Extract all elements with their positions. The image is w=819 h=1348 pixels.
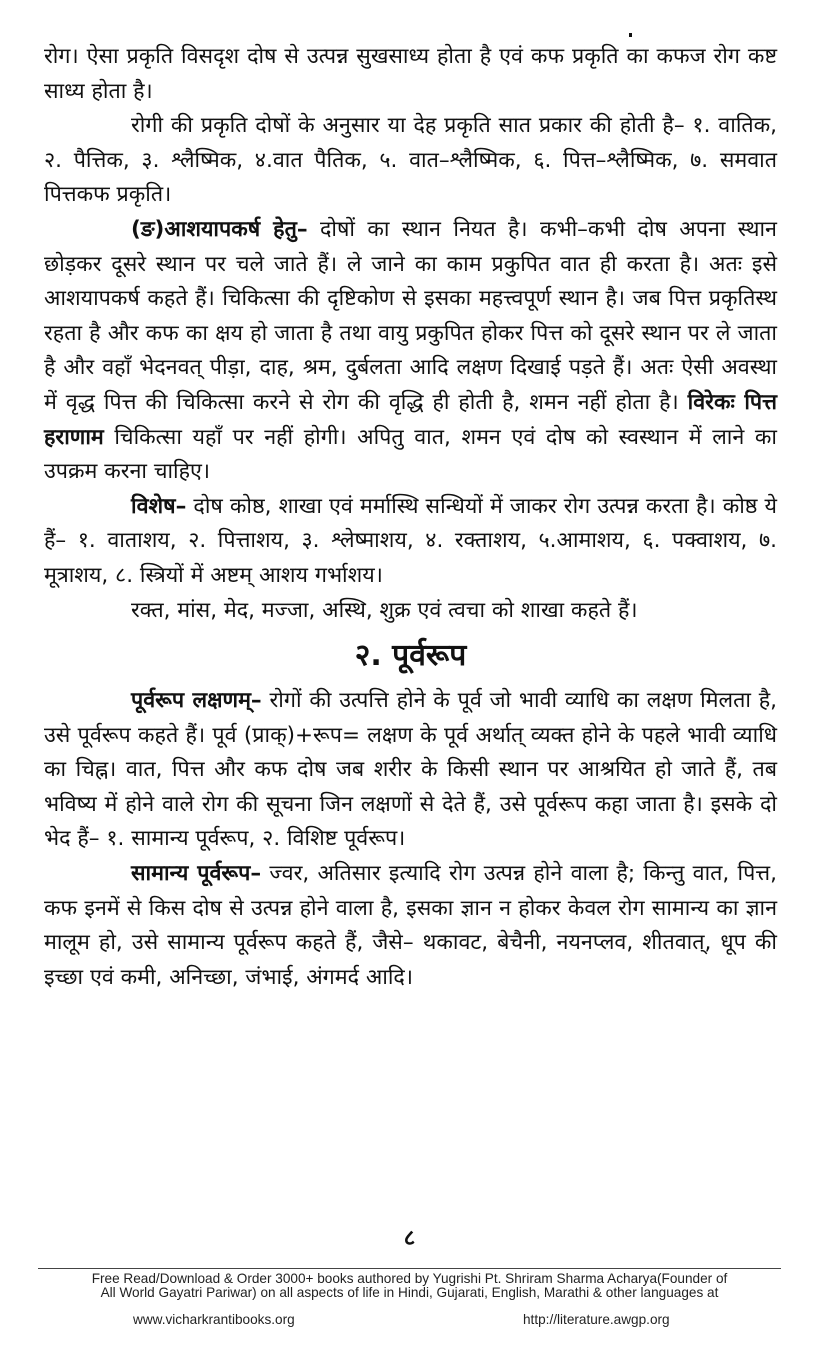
paragraph-6 [44,684,777,857]
section-heading: २. पूर्वरूप [354,638,467,674]
paragraph-2: रोगी की प्रकृति दोषों के अनुसार या देह प्रकृति सात प्रकार की होती है– १. वातिक, २. पैत्तिक, ३. श्लैष्मिक, ४.वात पैतिक, ५. वात–श्लैष्मिक, ६. पित्त–श्लैष्मिक, ७. समवात पित्तकफ प्रकृति। [44,113,777,208]
paragraph-6-text: रोगों की उत्पत्ति होने के पूर्व जो भावी व्याधि का लक्षण मिलता है, उसे पूर्वरूप कहते हैं। पूर्व (प्राक्)+रूप= लक्षण के पूर्व अर्थात् व्यक्त होने के पहले भावी व्याधि का चिह्न। वात, पित्त और कफ दोष जब शरीर के किसी स्थान पर आश्रयित हो जाते हैं, तब भविष्य में होने वाले रोग की सूचना जिन लक्षणों से देते हैं, उसे पूर्वरूप कहा जाता है। इसके दो भेद हैं– १. सामान्य पूर्वरूप, २. विशिष्ट पूर्वरूप। [44,688,777,852]
footer-line-1: Free Read/Download & Order 3000+ books authored by Yugrishi Pt. Shriram Sharma Acharya(Founder of [91,1271,728,1286]
paragraph-4 [44,490,777,594]
footer-divider [38,1268,781,1269]
paragraph-3-text: दोषों का स्थान नियत है। कभी–कभी दोष अपना स्थान छोड़कर दूसरे स्थान पर चले जाते हैं। ले जाने का काम प्रकुपित वात ही करता है। अतः इसे आशयापकर्ष कहते हैं। चिकित्सा की दृष्टिकोण से इसका महत्त्वपूर्ण स्थान है। जब पित्त प्रकृतिस्थ रहता है और कफ का क्षय हो जाता है तथा वायु प्रकुपित होकर पित्त को दूसरे स्थान पर ले जाता है और वहाँ भेदनवत् पीड़ा, दाह, श्रम, दुर्बलता आदि लक्षण दिखाई पड़ते हैं। अतः ऐसी अवस्था में वृद्ध पित्त की चिकित्सा करने से रोग की वृद्धि ही होती है, शमन नहीं होता है। [44,216,777,415]
paragraph-1: रोग। ऐसा प्रकृति विसदृश दोष से उत्पन्न सुखसाध्य होता है एवं कफ प्रकृति का कफज रोग कष्ट साध्य होता है। [44,44,777,104]
paragraph-3-tail: चिकित्सा यहाँ पर नहीं होगी। अपितु वात, शमन एवं दोष को स्वस्थान में लाने का उपक्रम करना चाहिए। [44,424,777,485]
footer-link-awgp[interactable]: http://literature.awgp.org [523,1312,670,1327]
paragraph-4-text: दोष कोष्ठ, शाखा एवं मर्मास्थि सन्धियों में जाकर रोग उत्पन्न करता है। कोष्ठ ये हैं– १. वाताशय, २. पित्ताशय, ३. श्लेष्माशय, ४. रक्ताशय, ५.आमाशय, ६. पक्वाशय, ७. मूत्राशय, ८. स्त्रियों में अष्टम् आशय गर्भाशय। [44,493,777,588]
paragraph-3 [44,213,777,490]
page-number: ८ [403,1226,416,1251]
ink-speck [629,33,632,37]
body-text [44,40,777,995]
paragraph-7 [44,857,777,995]
paragraph-7-text: ज्वर, अतिसार इत्यादि रोग उत्पन्न होने वाला है; किन्तु वात, पित्त, कफ इनमें से किस दोष से उत्पन्न होने वाला है, इसका ज्ञान न होकर केवल रोग सामान्य का ज्ञान मालूम हो, उसे सामान्य पूर्वरूप कहते हैं, जैसे– थकावट, बेचैनी, नयनप्लव, शीतवात्, धूप की इच्छा एवं कमी, अनिच्छा, जंभाई, अंगमर्द आदि। [44,861,777,990]
paragraph-7-lead: सामान्य पूर्वरूप– [131,861,262,887]
paragraph-4-lead: विशेष– [131,493,187,519]
footer-link-vicharkranti[interactable]: www.vicharkrantibooks.org [133,1312,295,1327]
paragraph-5: रक्त, मांस, मेद, मज्जा, अस्थि, शुक्र एवं त्वचा को शाखा कहते हैं। [131,597,638,623]
paragraph-3-lead: (ङ)आशयापकर्ष हेतु– [131,216,308,242]
paragraph-6-lead: पूर्वरूप लक्षणम्– [131,688,262,714]
footer-line-2: All World Gayatri Pariwar) on all aspects of life in Hindi, Gujarati, English, Marathi & other languages at [100,1285,719,1300]
footer-text [38,1272,781,1300]
paragraph-3-bold: विरेकः पित्त हराणाम [44,389,778,450]
